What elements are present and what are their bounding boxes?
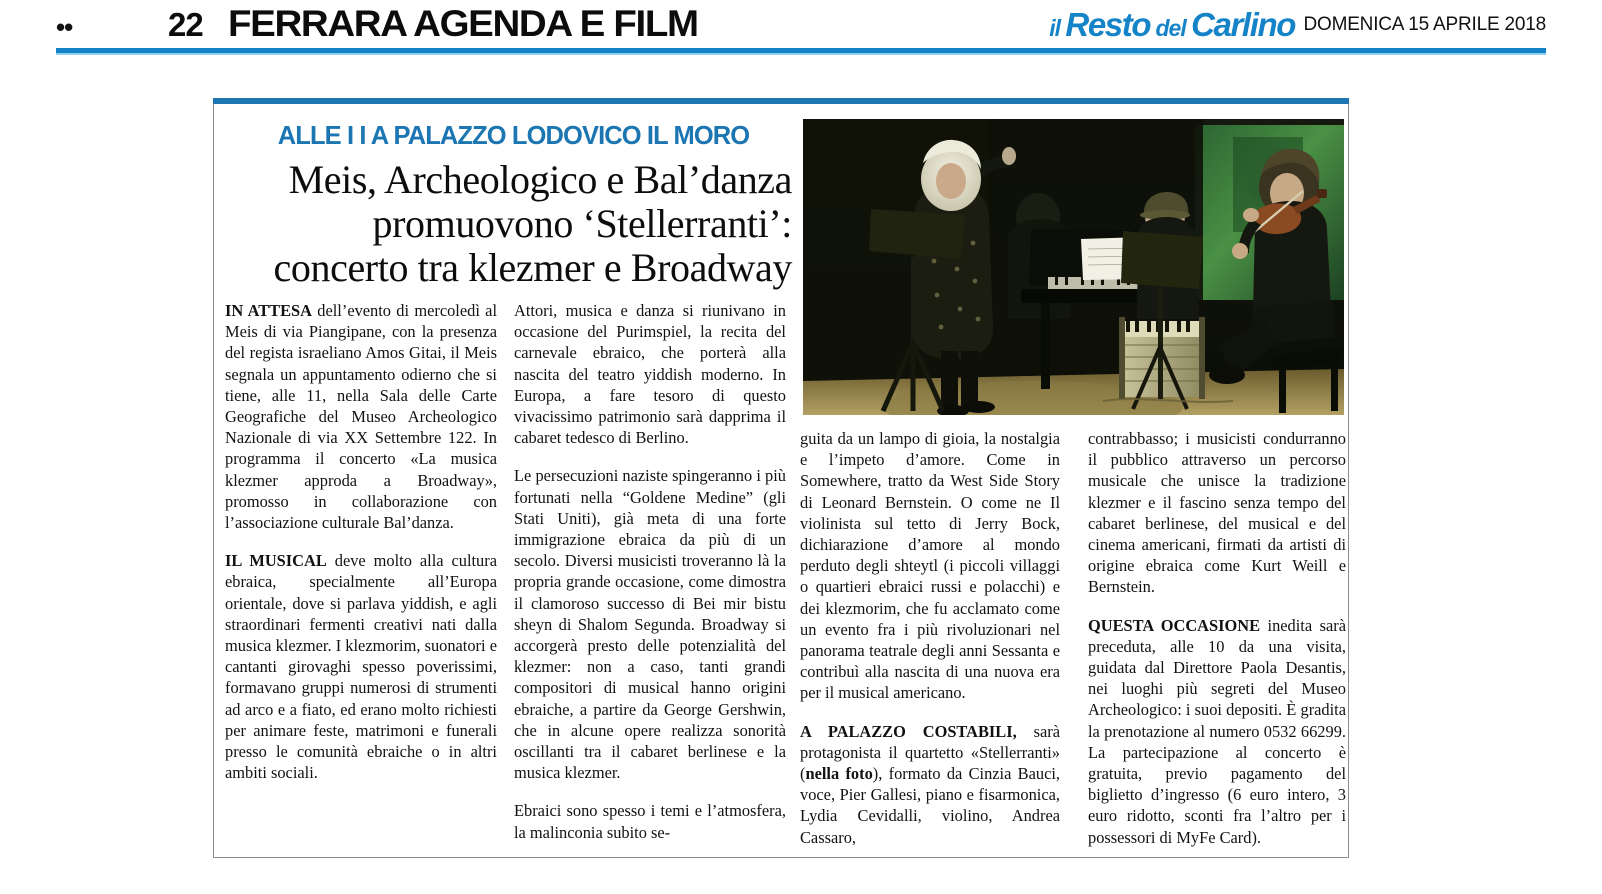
paragraph-text: dell’evento di mercoledì al Meis di via Piangipane, con la presenza del regista israeliano Amos Gitai, il Meis segnala un appuntamento odierno che si tiene, alle 11, nella Sala delle Carte Geografiche del Museo Archeologico Nazionale di via XX Settembre 122. In programma il concerto «La musica klezmer approda a Broadway», promosso in collaborazione con l’associazione culturale Bal’danza. — [225, 301, 497, 533]
paragraph — [514, 465, 786, 783]
paragraph-text: Attori, musica e danza si riunivano in occasione del Purimspiel, la recita del carnevale ebraico, che porterà alla nascita del teatro yiddish moderno. In Europa, a fare tesoro di questo vivacissimo patrimonio sarà dapprima il cabaret tedesco di Berlino. — [514, 301, 786, 448]
newspaper-logo — [1049, 6, 1295, 44]
logo-del-word: del — [1150, 15, 1192, 41]
page-masthead — [0, 0, 1602, 62]
article-column-3 — [800, 428, 1060, 848]
headline-line-3: concerto tra klezmer e Broadway — [273, 245, 792, 290]
logo-article-word: il — [1049, 15, 1066, 41]
paragraph — [800, 721, 1060, 848]
paragraph-lead: QUESTA OCCASIONE — [1088, 615, 1261, 635]
page-number: 22 — [168, 6, 203, 43]
paragraph — [800, 428, 1060, 704]
headline-line-2: promuovono ‘Stellerranti’: — [372, 201, 792, 246]
paragraph-lead: A PALAZZO COSTABILI, — [800, 721, 1017, 741]
article-top-bar — [213, 98, 1349, 104]
section-title: FERRARA AGENDA E FILM — [228, 3, 698, 44]
article-kicker: ALLE I I A PALAZZO LODOVICO IL MORO — [277, 122, 750, 150]
paragraph — [514, 800, 786, 842]
paragraph-lead: IL MUSICAL — [225, 551, 327, 571]
masthead-dots-icon: •• — [56, 12, 73, 42]
photo-caption-reference: nella foto — [805, 764, 873, 784]
article-photo — [803, 119, 1344, 415]
paragraph-text: contrabbasso; i musicisti condurranno il pubblico attraverso un percorso musicale che unisce la tradizione klezmer e il fascino senza tempo del cabaret berlinese, del musical e del cinema americani, firmati da artisti di origine ebraica come Kurt Weill e Bernstein. — [1088, 429, 1346, 597]
article-headline — [222, 158, 792, 290]
paragraph-text: Le persecuzioni naziste spingeranno i più fortunati nella “Goldene Medine” (gli Stati Uniti), già meta di una forte immigrazione ebraica da più di un secolo. Diversi musicisti troveranno là la propria grande occasione, come dimostra il clamoroso successo di Bei mir bistu sheyn di Shalom Segunda. Broadway si accorgerà presto delle potenzialità del klezmer: non a caso, tanti grandi compositori di musical hanno origini ebraiche, a partire da George Gershwin, che in alcune opere realizza sonorità oscillanti tra il cabaret berlinese e la musica klezmer. — [514, 466, 786, 783]
paragraph — [1088, 428, 1346, 598]
article-column-2 — [514, 300, 786, 843]
logo-resto-word: Resto — [1065, 6, 1151, 43]
paragraph-lead: IN ATTESA — [225, 301, 312, 320]
article-column-1 — [225, 300, 497, 783]
photo-illustration — [803, 119, 1344, 415]
paragraph-text: inedita sarà preceduta, alle 10 da una visita, guidata dal Direttore Paola Desantis, nei luoghi più segreti del Museo Archeologico: i suoi depositi. È gradita la prenotazione al numero 0532 66299. La partecipazione al concerto è gratuita, previo pagamento del biglietto d’ingresso (6 euro intero, 3 euro ridotto, sconti fra l’altro per i possessori di MyFe Card). — [1088, 615, 1347, 847]
paragraph — [514, 300, 786, 448]
masthead-rule-secondary — [56, 53, 1546, 55]
paragraph-text: Ebraici sono spesso i temi e l’atmosfera, la malinconia subito se- — [514, 801, 786, 842]
logo-carlino-word: Carlino — [1191, 6, 1295, 43]
paragraph — [1088, 615, 1346, 848]
paragraph-text: deve molto alla cultura ebraica, specialmente all’Europa orientale, dove si parlava yiddish, e agli straordinari fermenti creativi nati dalla musica klezmer. I klezmorim, suonatori e cantanti girovaghi spesso poverissimi, formavano gruppi numerosi di strumenti ad arco e a fiato, ed erano molto richiesti per animare feste, matrimoni e funerali presso le comunità ebraiche o in altri ambiti sociali. — [225, 551, 497, 783]
paragraph-text: guita da un lampo di gioia, la nostalgia e l’impeto d’amore. Come in Somewhere, tratto da West Side Story di Leonard Bernstein. O come ne Il violinista sul tetto di Jerry Bock, dichiarazione d’amore al mondo perduto degli shteytl (i piccoli villaggi o quartieri ebraici russi e polacchi) e dei klezmorim, che fu acclamato come un evento fra i più rivoluzionari nel panorama teatrale degli anni Sessanta e contribuì alla nascita di una nuova era per il musical americano. — [800, 429, 1060, 703]
article-column-4 — [1088, 428, 1346, 848]
paragraph — [225, 550, 497, 783]
headline-line-1: Meis, Archeologico e Bal’danza — [288, 157, 792, 202]
paragraph — [225, 300, 497, 533]
edition-date: DOMENICA 15 APRILE 2018 — [1303, 14, 1546, 35]
paragraph-text: sarà protagonista il quartetto «Stellerranti» (nella foto), formato da Cinzia Bauci, voce, Pier Gallesi, piano e fisarmonica, Lydia Cevidalli, violino, Andrea Cassaro, — [800, 721, 1060, 847]
